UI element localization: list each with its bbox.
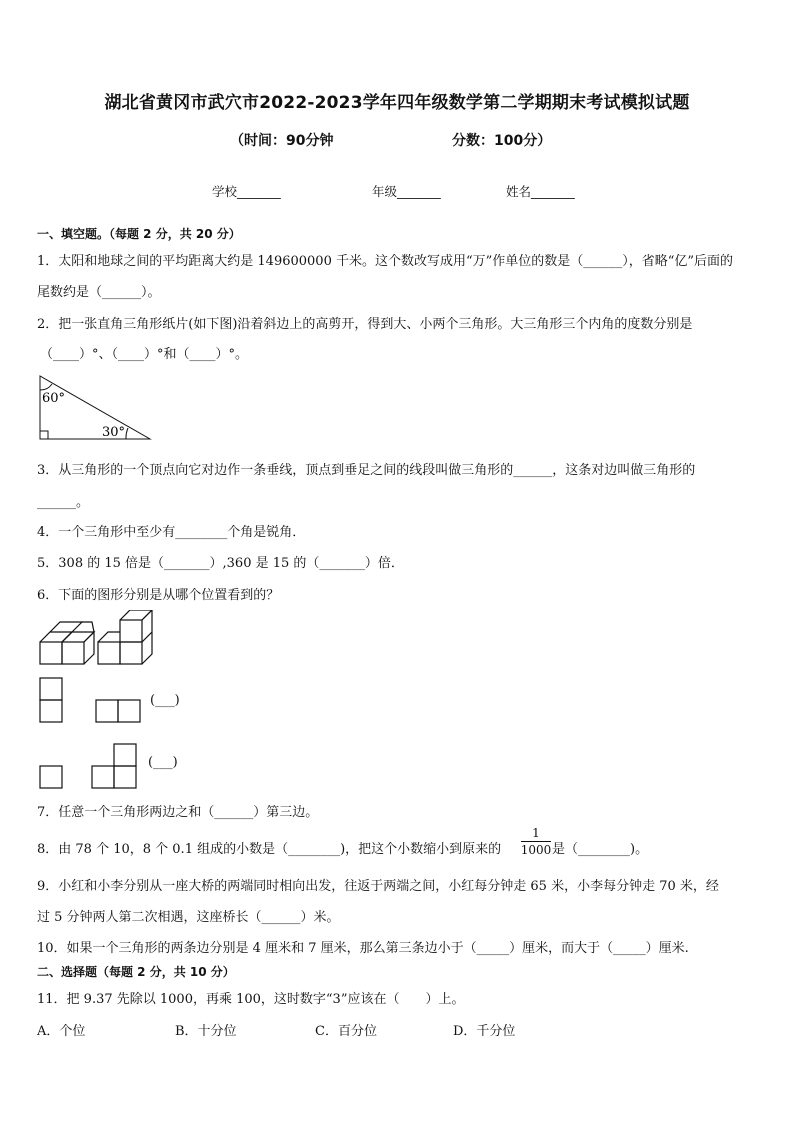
question-8-fraction <box>519 826 553 857</box>
cube-solid-1-top <box>50 622 94 632</box>
question-11: 11．把 9.37 先除以 1000，再乘 100，这时数字“3”应该在（ ）上。 <box>37 992 465 1007</box>
question-7: 7．任意一个三角形两边之和（______）第三边。 <box>37 805 319 820</box>
bottom-angle-arc <box>126 428 128 439</box>
top-angle-arc <box>40 384 52 390</box>
fraction-numerator: 1 <box>532 826 540 840</box>
right-triangle-figure <box>36 372 156 444</box>
question-1-line-1: 1．太阳和地球之间的平均距离大约是 149600000 千米。这个数改写成用“万”作单位的数是（______），省略“亿”后面的 <box>37 254 734 269</box>
fraction-bar <box>521 841 551 842</box>
school-field[interactable]: 学校_______ <box>212 184 281 199</box>
view-b-shapes <box>40 744 136 788</box>
angle-30-label: 30° <box>102 425 126 440</box>
question-9-line-1: 9．小红和小李分别从一座大桥的两端同时相向出发，往返于两端之间，小红每分钟走 65 米，小李每分钟走 70 米，经 <box>37 879 719 894</box>
cube-views-figure <box>36 610 216 790</box>
question-6-blank-1[interactable]: (___) <box>150 693 180 708</box>
page-title: 湖北省黄冈市武穴市2022-2023学年四年级数学第二学期期末考试模拟试题 <box>104 93 690 113</box>
option-d[interactable]: D．千分位 <box>453 1024 516 1039</box>
view-a-shapes <box>40 678 140 722</box>
question-2-line-1: 2．把一张直角三角形纸片(如下图)沿着斜边上的高剪开，得到大、小两个三角形。大三角形三个内角的度数分别是 <box>37 317 693 332</box>
question-4: 4．一个三角形中至少有________个角是锐角． <box>37 525 306 540</box>
cube-solid-2 <box>98 610 152 664</box>
option-a[interactable]: A．个位 <box>37 1024 86 1039</box>
angle-60-label: 60° <box>42 391 66 406</box>
question-3-line-1: 3．从三角形的一个顶点向它对边作一条垂线，顶点到垂足之间的线段叫做三角形的______，这条对边叫做三角形的 <box>37 463 696 478</box>
section-fill-blank-title: 一、填空题。（每题 2 分，共 20 分） <box>37 227 241 241</box>
question-6: 6．下面的图形分别是从哪个位置看到的？ <box>37 588 280 603</box>
question-9-line-2: 过 5 分钟两人第二次相遇，这座桥长（______）米。 <box>37 910 340 925</box>
section-choice-title: 二、选择题（每题 2 分，共 10 分） <box>37 965 235 979</box>
right-angle-mark <box>40 431 48 439</box>
question-1-line-2: 尾数约是（______）。 <box>37 285 161 300</box>
exam-score: 分数：100分） <box>452 133 552 149</box>
exam-time: （时间：90分钟 <box>230 133 334 149</box>
question-5: 5．308 的 15 倍是（_______）,360 是 15 的（_______）倍． <box>37 556 404 571</box>
cube-solid-1 <box>40 632 94 664</box>
question-2-line-2: （____）°、（____）°和（____）°。 <box>40 347 249 362</box>
option-c[interactable]: C．百分位 <box>315 1024 377 1039</box>
fraction-denominator: 1000 <box>520 843 552 857</box>
grade-field[interactable]: 年级_______ <box>372 184 441 199</box>
question-6-blank-2[interactable]: (___) <box>148 755 178 770</box>
question-3-line-2: ______。 <box>37 495 90 510</box>
triangle-outline <box>40 376 150 439</box>
name-field[interactable]: 姓名_______ <box>506 184 575 199</box>
question-10: 10．如果一个三角形的两条边分别是 4 厘米和 7 厘米，那么第三条边小于（_____）厘米，而大于（_____）厘米. <box>37 941 689 956</box>
question-8-part-2: 是（________)。 <box>552 842 649 857</box>
option-b[interactable]: B．十分位 <box>175 1024 237 1039</box>
question-8-part-1: 8．由 78 个 10，8 个 0.1 组成的小数是（________)，把这个小数缩小到原来的 <box>37 842 502 857</box>
